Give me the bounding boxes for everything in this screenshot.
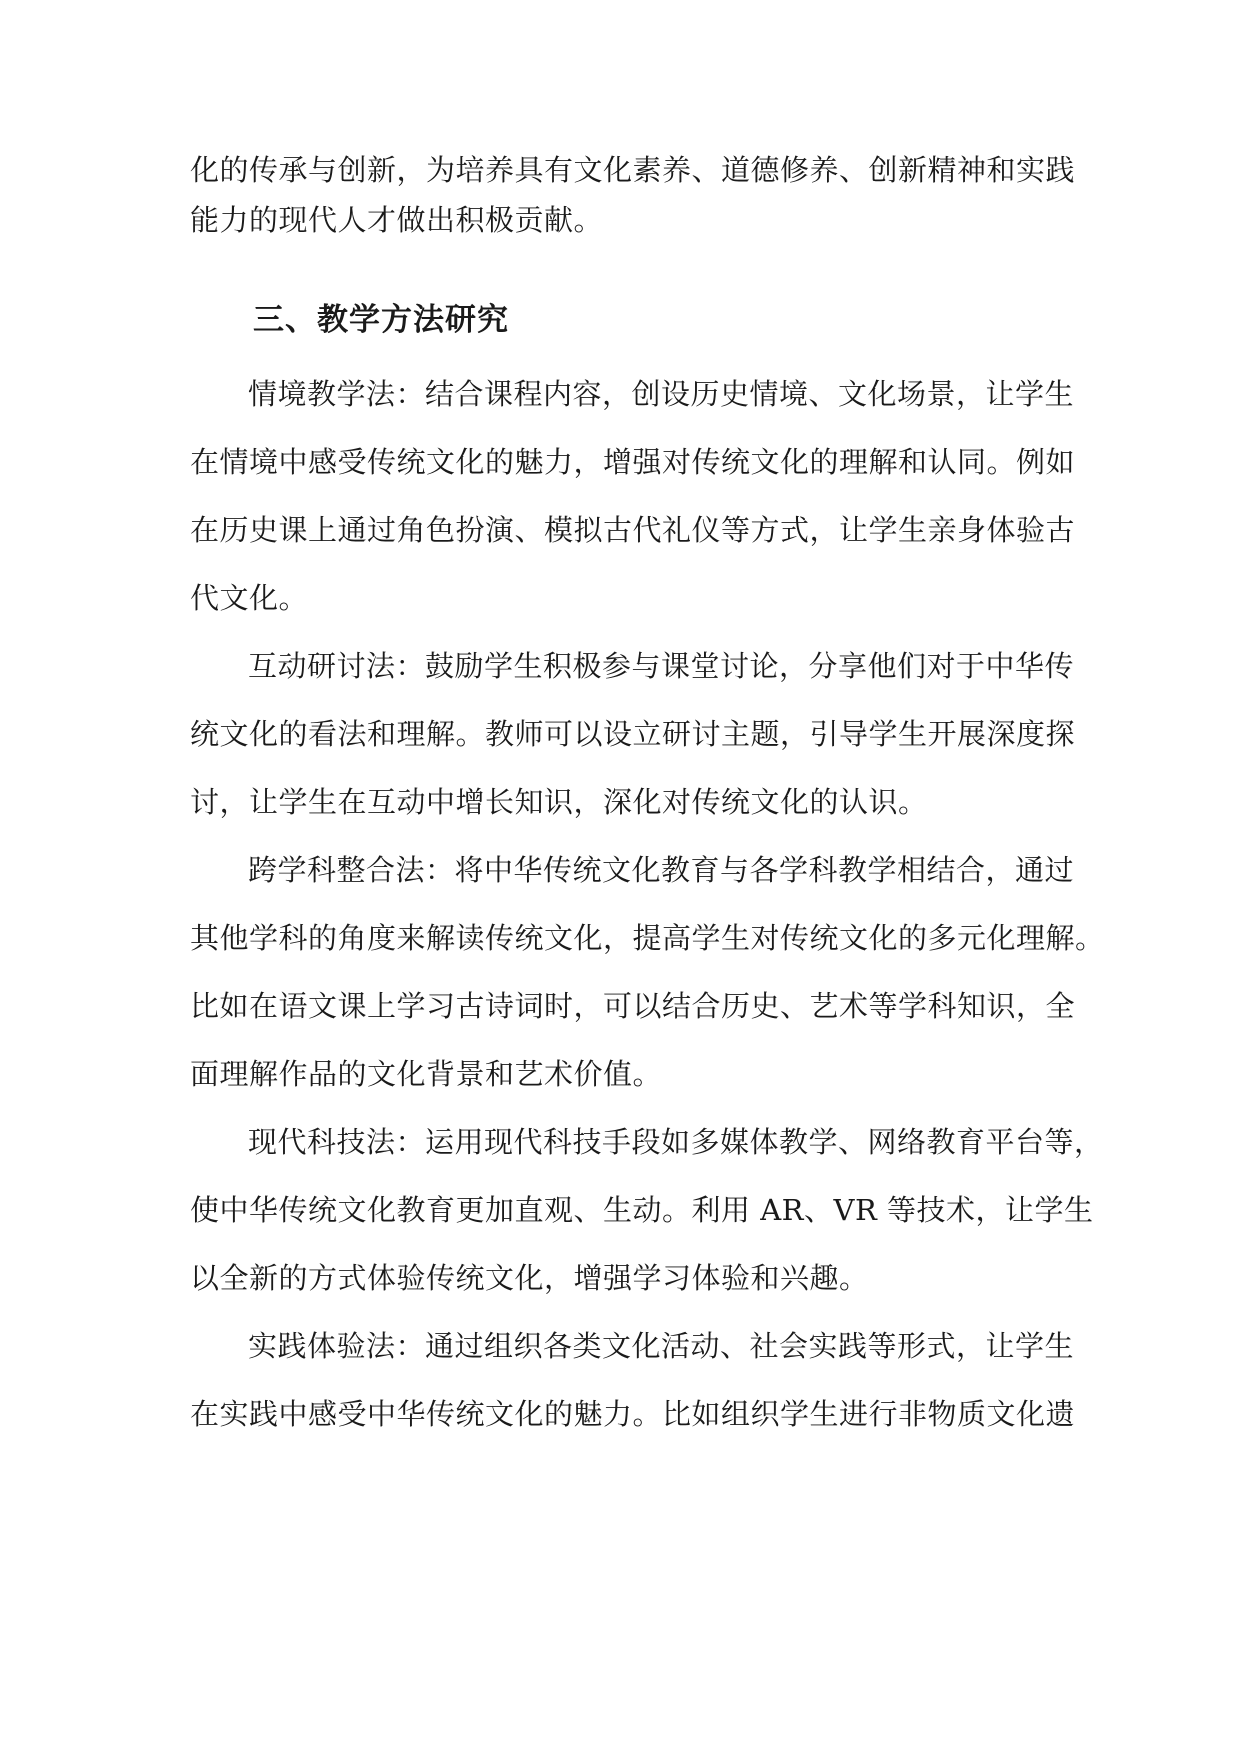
paragraph-situational-line-4: 代文化。	[190, 581, 309, 615]
paragraph-interactive-line-1: 互动研讨法：鼓励学生积极参与课堂讨论，分享他们对于中华传	[248, 649, 1075, 683]
intro-line-1: 化的传承与创新，为培养具有文化素养、道德修养、创新精神和实践	[190, 153, 1076, 187]
section-heading: 三、教学方法研究	[253, 302, 509, 338]
paragraph-situational-line-1: 情境教学法：结合课程内容，创设历史情境、文化场景，让学生	[248, 377, 1075, 411]
paragraph-interdisciplinary-line-1: 跨学科整合法：将中华传统文化教育与各学科教学相结合，通过	[248, 853, 1075, 887]
paragraph-interactive-line-3: 讨，让学生在互动中增长知识，深化对传统文化的认识。	[190, 785, 928, 819]
paragraph-practice-line-1: 实践体验法：通过组织各类文化活动、社会实践等形式，让学生	[248, 1329, 1075, 1363]
paragraph-technology-line-3: 以全新的方式体验传统文化，增强学习体验和兴趣。	[190, 1261, 869, 1295]
paragraph-situational-line-2: 在情境中感受传统文化的魅力，增强对传统文化的理解和认同。例如	[190, 445, 1076, 479]
paragraph-interdisciplinary-line-3: 比如在语文课上学习古诗词时，可以结合历史、艺术等学科知识，全	[190, 989, 1076, 1023]
paragraph-technology-line-1: 现代科技法：运用现代科技手段如多媒体教学、网络教育平台等，	[248, 1125, 1104, 1159]
paragraph-technology-line-2: 使中华传统文化教育更加直观、生动。利用 AR、VR 等技术，让学生	[190, 1193, 1094, 1227]
paragraph-interdisciplinary-line-2: 其他学科的角度来解读传统文化，提高学生对传统文化的多元化理解。	[190, 921, 1105, 955]
paragraph-interdisciplinary-line-4: 面理解作品的文化背景和艺术价值。	[190, 1057, 663, 1091]
paragraph-practice-line-2: 在实践中感受中华传统文化的魅力。比如组织学生进行非物质文化遗	[190, 1397, 1076, 1431]
paragraph-interactive-line-2: 统文化的看法和理解。教师可以设立研讨主题，引导学生开展深度探	[190, 717, 1076, 751]
paragraph-situational-line-3: 在历史课上通过角色扮演、模拟古代礼仪等方式，让学生亲身体验古	[190, 513, 1076, 547]
intro-line-2: 能力的现代人才做出积极贡献。	[190, 203, 604, 237]
